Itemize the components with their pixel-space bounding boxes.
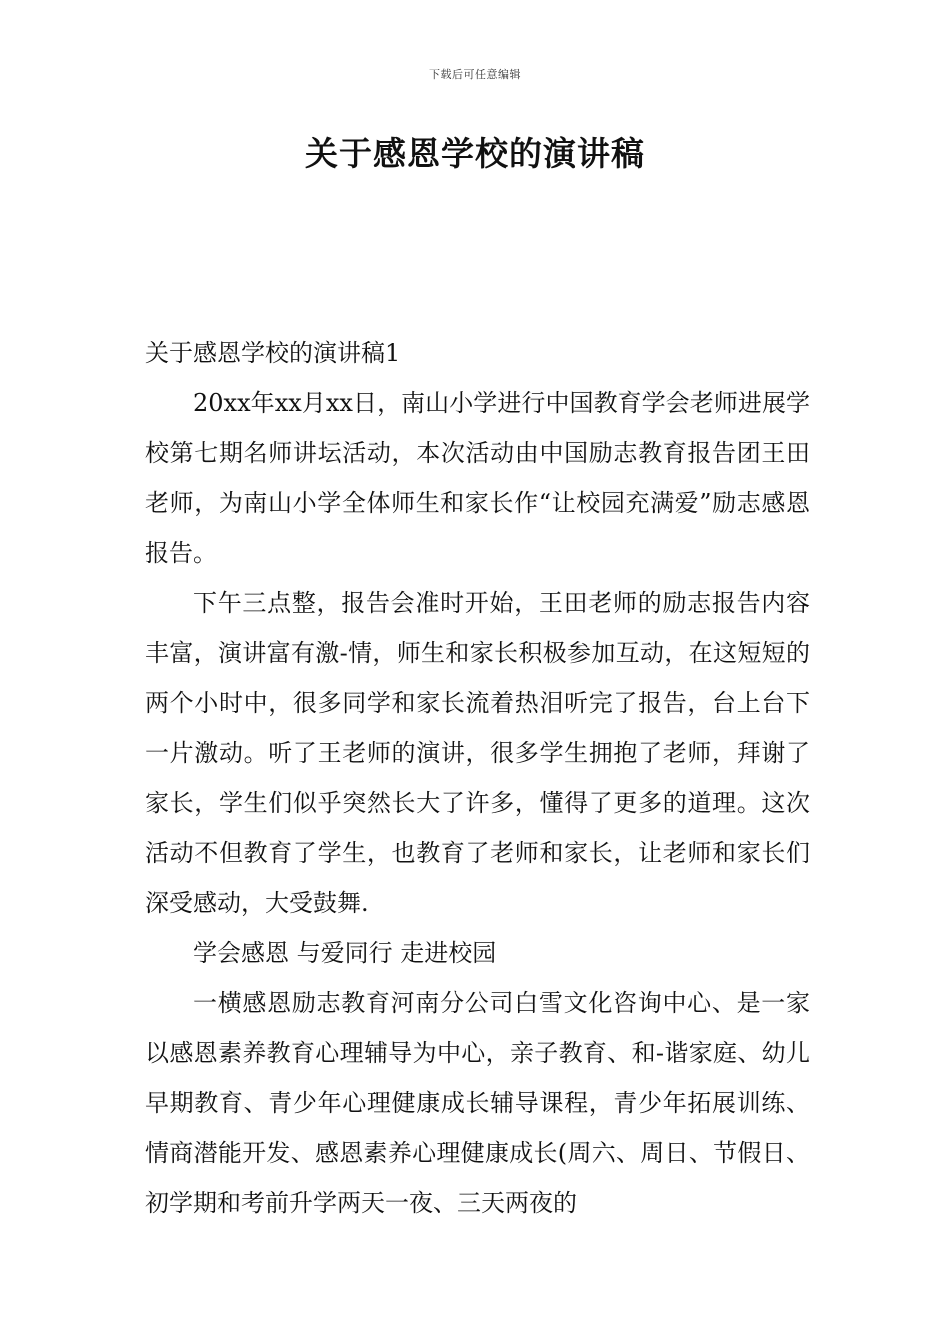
- document-title: 关于感恩学校的演讲稿: [305, 134, 645, 173]
- document-body: [145, 328, 810, 1228]
- slogan-line: 学会感恩 与爱同行 走进校园: [193, 939, 497, 967]
- section-heading: 关于感恩学校的演讲稿1: [145, 339, 401, 367]
- paragraph-3: 一横感恩励志教育河南分公司白雪文化咨询中心、是一家以感恩素养教育心理辅导为中心，亲子教育、和-谐家庭、幼儿早期教育、青少年心理健康成长辅导课程，青少年拓展训练、情商潜能开发、感恩素养心理健康成长(周六、周日、节假日、初学期和考前升学两天一夜、三天两夜的: [145, 989, 810, 1217]
- paragraph-2: 下午三点整，报告会准时开始，王田老师的励志报告内容丰富，演讲富有激-情，师生和家长积极参加互动，在这短短的两个小时中，很多同学和家长流着热泪听完了报告，台上台下一片激动。听了王老师的演讲，很多学生拥抱了老师，拜谢了家长，学生们似乎突然长大了许多，懂得了更多的道理。这次活动不但教育了学生，也教育了老师和家长，让老师和家长们深受感动，大受鼓舞.: [145, 589, 810, 917]
- paragraph-1: 20xx年xx月xx日，南山小学进行中国教育学会老师进展学校第七期名师讲坛活动，本次活动由中国励志教育报告团王田老师，为南山小学全体师生和家长作“让校园充满爱”励志感恩报告。: [145, 389, 810, 567]
- header-note: 下载后可任意编辑: [429, 68, 521, 81]
